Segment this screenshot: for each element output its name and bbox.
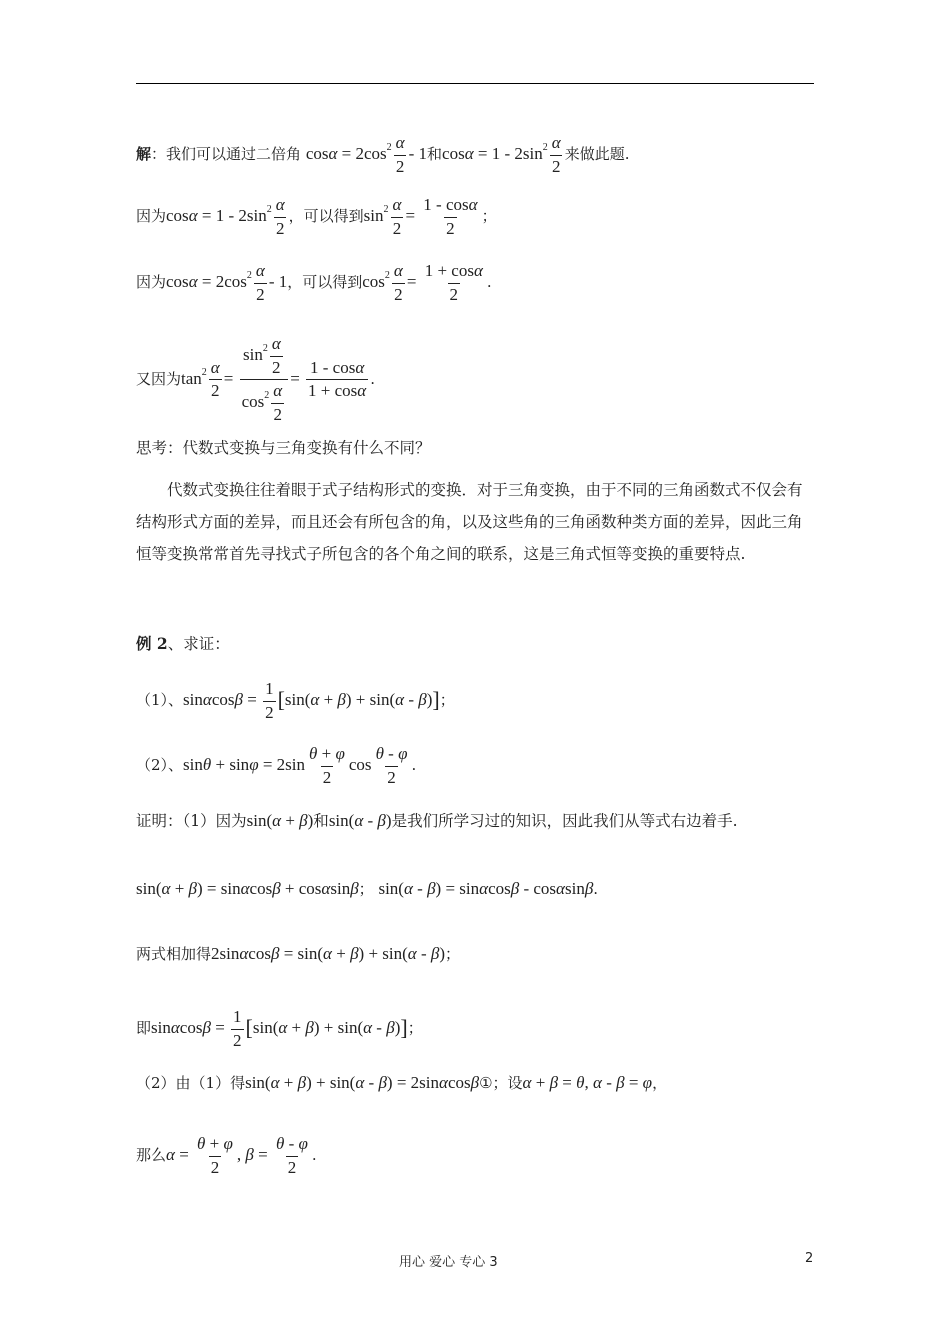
tan-half-line: 又因为$\tan^2$ $\frac{\alpha}{2}$ = $\sin^2$ $\frac{\alpha}{2}$ $\cos^2$ $\frac{\alpha}{2}$ = $\frac{1 - \cos\alpha}{1 + \cos\alpha}$ . [136,334,375,425]
expansion-line: sin(α + β) = sinαcosβ + cosαsinβ； sin(α - β) = sinαcosβ - cosαsinβ. [136,879,599,898]
solution-line: 解：我们可以通过二倍角 $\cos\alpha = 2\cos^2$ $\frac{\alpha}{2}$ - 1和$\cos\alpha = 1 - 2\sin^2$ $\frac{\alpha}{2}$ 来做此题. [136,133,630,176]
explanation-paragraph: 代数式变换往往着眼于式子结构形式的变换．对于三角变换，由于不同的三角函数式不仅会有结构形式方面的差异，而且还会有所包含的角，以及这些角的三角函数种类方面的差异，因此三角恒等变换常常首先寻找式子所包含的各个角之间的联系，这是三角式恒等变换的重要特点. [136,481,803,563]
item-1: （1）、sinαcosβ = $\frac{1}{2}$ [sin(α + β) + sin(α - β)]； [136,679,455,722]
formula-proof-2: sin(α + β) + sin(α - β) = 2sinαcosβ [245,1073,480,1092]
footer-text: 用心 爱心 专心 3 [399,1255,498,1270]
formula-cos-half: $\cos^2$ $\frac{\alpha}{2}$ = $\frac{1 + \cos\alpha}{2}$ [362,261,483,304]
proof-2-line: （2）由（1）得sin(α + β) + sin(α - β) = 2sinαcosβ①；设α + β = θ, α - β = φ， [136,1073,668,1092]
sum-line: 两式相加得2sinαcosβ = sin(α + β) + sin(α - β)； [136,944,461,963]
formula-sin-sum: sin(α + β) [246,811,314,830]
item-2: （2）、sinθ + sinφ = 2sin $\frac{\theta + \varphi}{2}$ cos $\frac{\theta - \varphi}{2}$ . [136,744,417,787]
formula-sum: 2sinαcosβ = sin(α + β) + sin(α - β) [211,944,446,963]
example-heading: 例 2、求证： [136,634,230,653]
page-number: 2 [805,1251,814,1266]
think-question: 思考：代数式变换与三角变换有什么不同？ [136,439,431,457]
proof-1-intro: 证明：（1）因为sin(α + β)和sin(α - β)是我们所学习过的知识，因此我们从等式右边着手. [136,811,738,830]
formula-item-1: sinαcosβ = $\frac{1}{2}$ [sin(α + β) + sin(α - β)] [183,679,440,722]
formula-sin-diff: sin(α - β) [328,811,392,830]
sin-half-line: 因为$\cos\alpha = 1 - 2\sin^2$ $\frac{\alpha}{2}$ ，可以得到$\sin^2$ $\frac{\alpha}{2}$ = $\frac{1 - \cos\alpha}{2}$ ； [136,195,497,238]
formula-sin-half: $\sin^2$ $\frac{\alpha}{2}$ = $\frac{1 - \cos\alpha}{2}$ [363,195,478,238]
cos-half-line: 因为$\cos\alpha = 2\cos^2$ $\frac{\alpha}{2}$ - 1，可以得到$\cos^2$ $\frac{\alpha}{2}$ = $\frac{1 + \cos\alpha}{2}$ . [136,261,492,304]
formula-diff-expand: sin(α - β) = sinαcosβ - cosαsinβ [378,879,594,898]
formula-alpha-beta: α = $\frac{\theta + \varphi}{2}$ , β = $\frac{\theta - \varphi}{2}$ [166,1134,308,1177]
then-line: 那么α = $\frac{\theta + \varphi}{2}$ , β = $\frac{\theta - \varphi}{2}$ . [136,1134,317,1177]
formula-tan-half: $\tan^2$ $\frac{\alpha}{2}$ = $\sin^2$ $\frac{\alpha}{2}$ $\cos^2$ $\frac{\alpha}{2}$ = $\frac{1 - \cos\alpha}{1 + \cos\alpha}$ [181,334,367,425]
solution-label: 解 [136,145,152,164]
formula-sum-expand: sin(α + β) = sinαcosβ + cosαsinβ [136,879,359,898]
formula-item-2: sinθ + sinφ = 2sin $\frac{\theta + \varphi}{2}$ cos $\frac{\theta - \varphi}{2}$ [183,744,408,787]
formula-cos-double-1: $\cos\alpha = 2\cos^2$ $\frac{\alpha}{2}$ - 1 [305,133,428,176]
formula-sin-given: $\cos\alpha = 1 - 2\sin^2$ $\frac{\alpha}{2}$ [166,195,285,238]
formula-substitution: α + β = θ, α - β = φ [522,1073,653,1092]
header-rule [136,83,814,84]
formula-cos-given: $\cos\alpha = 2\cos^2$ $\frac{\alpha}{2}$ - 1 [166,261,288,304]
therefore-line: 即sinαcosβ = $\frac{1}{2}$ [sin(α + β) + sin(α - β)]； [136,1007,423,1050]
formula-result-1: sinαcosβ = $\frac{1}{2}$ [sin(α + β) + sin(α - β)] [151,1007,408,1050]
formula-cos-double-2: $\cos\alpha = 1 - 2\sin^2$ $\frac{\alpha}{2}$ [442,133,561,176]
